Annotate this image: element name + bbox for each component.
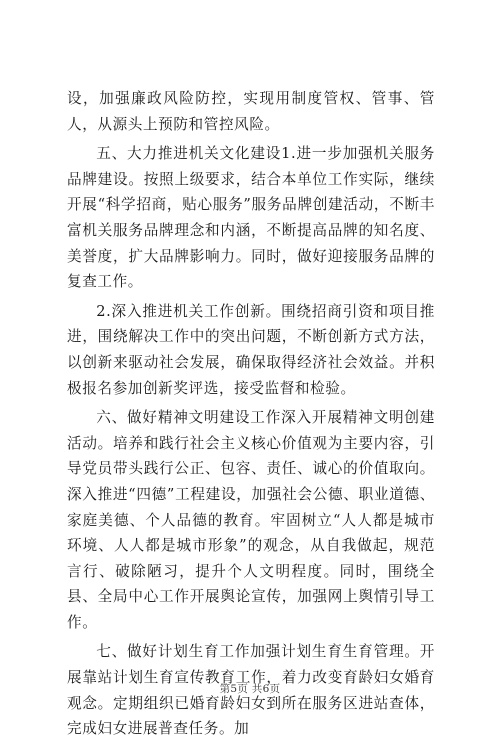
paragraph-4: 六、做好精神文明建设工作深入开展精神文明创建活动。培养和践行社会主义核心价值观为主要内容，引导党员带头践行公正、包容、责任、诚心的价值取向。深入推进“四德”工程建设，加强社会公德、职业道德、家庭美德、个人品德的教育。牢固树立“人人都是城市环境、人人都是城市形象”的观念，从自我做起，规范言行、破除陋习，提升个人文明程度。同时，围绕全县、全局中心工作开展舆论宣传，加强网上舆情引导工作。 <box>67 409 435 631</box>
paragraph-1: 设，加强廉政风险防控，实现用制度管权、管事、管人，从源头上预防和管控风险。 <box>67 90 435 133</box>
document-body <box>67 86 435 746</box>
paragraph-3: 2.深入推进机关工作创新。围绕招商引资和项目推进，围绕解决工作中的突出问题，不断创新方式方法，以创新来驱动社会发展，确保取得经济社会效益。并积极报名参加创新奖评选，接受监督和检验。 <box>67 302 435 397</box>
paragraph-5: 七、做好计划生育工作加强计划生育生育管理。开展靠站计划生育宣传教育工作，着力改变育龄妇女婚育观念。定期组织已婚育龄妇女到所在服务区进站查体，完成妇女进展普查任务。加 <box>67 643 435 738</box>
page-number-footer: 第5页 共6页 <box>219 683 281 695</box>
paragraph-2: 五、大力推进机关文化建设1.进一步加强机关服务品牌建设。按照上级要求，结合本单位工作实际，继续开展“科学招商，贴心服务”服务品牌创建活动，不断丰富机关服务品牌理念和内涵，不断提高品牌的知名度、美誉度，扩大品牌影响力。同时，做好迎接服务品牌的复查工作。 <box>67 145 435 291</box>
